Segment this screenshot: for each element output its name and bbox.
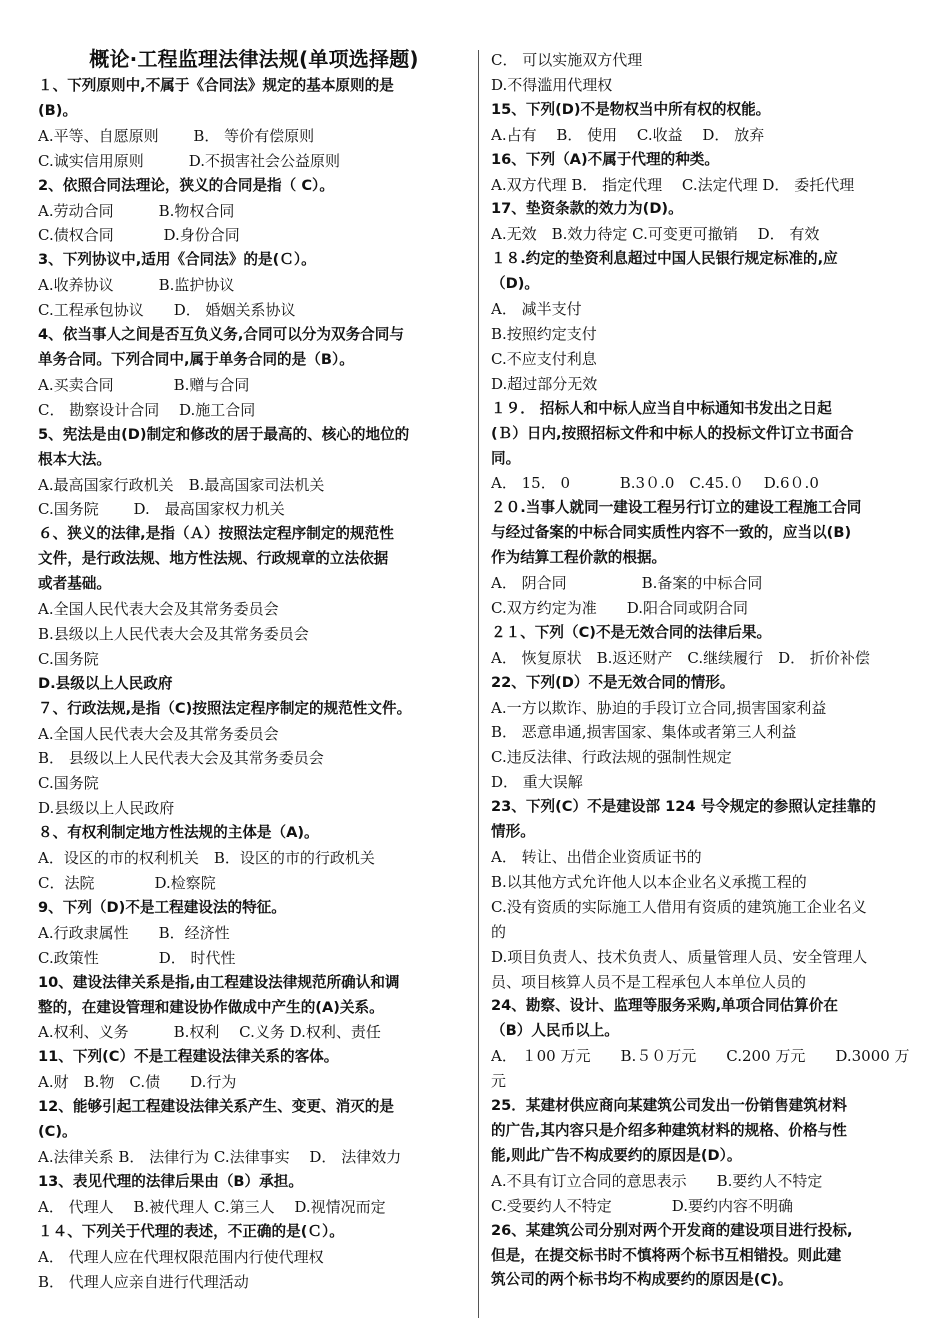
option-text: A． 代理人应在代理权限范围内行使代理权 — [38, 1247, 324, 1266]
option-text: A.买卖合同 B.赠与合同 — [38, 375, 250, 394]
option-text: C.不应支付利息 — [491, 349, 597, 368]
question-text: 同。 — [491, 449, 521, 467]
option-text: C．法院 D.检察院 — [38, 874, 216, 892]
question-text: 3、下列协议中,适用《合同法》的是(Ｃ）。 — [38, 251, 316, 269]
question-text: 10、建设法律关系是指,由工程建设法律规范所确认和调 — [38, 973, 400, 991]
option-text: D.不得滥用代理权 — [491, 75, 613, 94]
option-text: C.政策性 D． 时代性 — [38, 948, 236, 967]
question-text: 13、表见代理的法律后果由（B）承担。 — [38, 1172, 303, 1190]
question-text: １４、下列关于代理的表述，不正确的是(Ｃ）。 — [38, 1222, 344, 1240]
option-text: A．设区的市的权利机关 B．设区的市的行政机关 — [38, 849, 375, 868]
option-text: A.劳动合同 B.物权合同 — [38, 201, 235, 220]
option-text: C.国务院 — [38, 649, 99, 668]
option-text: D． 重大误解 — [491, 773, 583, 792]
option-text: A.占有 B． 使用 C.收益 D． 放弃 — [491, 125, 765, 144]
option-text: C． 可以实施双方代理 — [491, 51, 643, 69]
option-text: A.一方以欺诈、胁迫的手段订立合同,损害国家利益 — [491, 698, 827, 717]
option-text: B． 代理人应亲自进行代理活动 — [38, 1272, 249, 1291]
question-text: (C)。 — [38, 1123, 77, 1141]
option-text: A． １00 万元 B.５０万元 C.200 万元 D.3000 万 — [491, 1047, 910, 1066]
option-text: A． 减半支付 — [491, 300, 582, 319]
question-text: 9、下列（D)不是工程建设法的特征。 — [38, 898, 286, 916]
option-text: C.国务院 — [38, 774, 99, 793]
option-text: C.工程承包协议 D． 婚姻关系协议 — [38, 301, 296, 320]
option-text: A． 15． 0 B.3０.0 C.45.０ D.6０.0 — [491, 474, 819, 493]
question-text: 的广告,其内容只是介绍多种建筑材料的规格、价格与性 — [491, 1121, 847, 1139]
option-text: B.以其他方式允许他人以本企业名义承揽工程的 — [491, 872, 807, 891]
question-text: 15、下列(D)不是物权当中所有权的权能。 — [491, 100, 771, 118]
question-text: 11、下列(C）不是工程建设法律关系的客体。 — [38, 1048, 339, 1066]
left-column — [38, 44, 470, 1294]
option-text: A.行政隶属性 B．经济性 — [38, 923, 230, 942]
option-text: A.平等、自愿原则 B． 等价有偿原则 — [38, 126, 315, 145]
question-text: 26、某建筑公司分别对两个开发商的建设项目进行投标, — [491, 1221, 853, 1239]
option-text: C.双方约定为准 D.阳合同或阴合同 — [491, 598, 748, 617]
option-text: C.违反法律、行政法规的强制性规定 — [491, 748, 732, 767]
question-text: 单务合同。下列合同中,属于单务合同的是（B）。 — [38, 350, 354, 368]
option-text: C.受要约人不特定 D.要约内容不明确 — [491, 1196, 793, 1215]
question-text: 或者基础。 — [38, 575, 111, 593]
option-text: 的 — [491, 922, 507, 941]
question-text: 24、勘察、设计、监理等服务采购,单项合同估算价在 — [491, 997, 838, 1015]
option-text: C． 勘察设计合同 D.施工合同 — [38, 400, 256, 419]
question-text: ２１、下列（C)不是无效合同的法律后果。 — [491, 623, 772, 641]
option-text: A.法律关系 B． 法律行为 C.法律事实 D． 法律效力 — [38, 1147, 402, 1166]
option-text: D.县级以上人民政府 — [38, 799, 175, 818]
question-text: 5、宪法是由(D)制定和修改的居于最高的、核心的地位的 — [38, 425, 410, 443]
option-text: A.双方代理 B． 指定代理 C.法定代理 D． 委托代理 — [491, 175, 855, 194]
left-question-list — [38, 74, 470, 1294]
option-text: B． 恶意串通,损害国家、集体或者第三人利益 — [491, 723, 797, 742]
right-question-list — [491, 48, 919, 1293]
option-text: A． 阴合同 B.备案的中标合同 — [491, 574, 763, 593]
option-text: A． 恢复原状 B.返还财产 C.继续履行 D． 折价补偿 — [491, 648, 870, 667]
option-text: A.权利、义务 B.权利 C.义务 D.权利、责任 — [38, 1023, 381, 1042]
option-text: A.最高国家行政机关 B.最高国家司法机关 — [38, 475, 325, 494]
question-text: 17、垫资条款的效力为(D)。 — [491, 200, 683, 218]
question-text: １、下列原则中,不属于《合同法》规定的基本原则的是 — [38, 77, 394, 94]
question-text: １９． 招标人和中标人应当自中标通知书发出之日起 — [491, 399, 832, 417]
option-text: A.全国人民代表大会及其常务委员会 — [38, 724, 279, 743]
question-text: （B）人民币以上。 — [491, 1022, 619, 1040]
option-text: C.诚实信用原则 D.不损害社会公益原则 — [38, 151, 340, 170]
option-text: 员、项目核算人员不是工程承包人本单位人员的 — [491, 972, 807, 991]
question-text: (B)。 — [38, 101, 78, 119]
question-text: 情形。 — [491, 823, 535, 841]
question-text: 整的，在建设管理和建设协作做成中产生的(A)关系。 — [38, 998, 384, 1016]
option-text: A． 代理人 B.被代理人 C.第三人 D.视情况而定 — [38, 1197, 386, 1216]
option-text: A.收养协议 B.监护协议 — [38, 276, 235, 295]
question-text: 根本大法。 — [38, 450, 111, 468]
question-text: ２０.当事人就同一建设工程另行订立的建设工程施工合同 — [491, 499, 862, 517]
question-text: （D)。 — [491, 275, 539, 293]
option-text: C.国务院 D. 最高国家权力机关 — [38, 500, 285, 519]
question-text: ８、有权利制定地方性法规的主体是（A)。 — [38, 824, 319, 842]
question-text: 2、依照合同法理论，狭义的合同是指（ C）。 — [38, 176, 334, 194]
option-text: B.县级以上人民代表大会及其常务委员会 — [38, 624, 309, 643]
question-text: 16、下列（A)不属于代理的种类。 — [491, 150, 719, 168]
option-text: A.不具有订立合同的意思表示 B.要约人不特定 — [491, 1171, 823, 1190]
option-text: A.全国人民代表大会及其常务委员会 — [38, 600, 279, 619]
question-text: ６、狭义的法律,是指（Ａ）按照法定程序制定的规范性 — [38, 525, 394, 543]
question-text: 筑公司的两个标书均不构成要约的原因是(C)。 — [491, 1271, 793, 1289]
column-divider — [478, 50, 479, 1318]
question-text: 23、下列(C）不是建设部 124 号令规定的参照认定挂靠的 — [491, 798, 876, 816]
question-text: １８.约定的垫资利息超过中国人民银行规定标准的,应 — [491, 250, 838, 268]
question-text: (Ｂ）日内,按照招标文件和中标人的投标文件订立书面合 — [491, 424, 854, 442]
option-text: C.债权合同 D.身份合同 — [38, 226, 240, 245]
option-text: D.超过部分无效 — [491, 374, 598, 393]
option-text: D.项目负责人、技术负责人、质量管理人员、安全管理人 — [491, 947, 868, 966]
option-text: 元 — [491, 1072, 507, 1091]
option-text: B.按照约定支付 — [491, 324, 597, 343]
question-text: 能,则此广告不构成要约的原因是(D）。 — [491, 1146, 742, 1164]
option-text: B． 县级以上人民代表大会及其常务委员会 — [38, 749, 324, 768]
question-text: 4、依当事人之间是否互负义务,合同可以分为双务合同与 — [38, 326, 404, 344]
question-text: 12、能够引起工程建设法律关系产生、变更、消灭的是 — [38, 1098, 394, 1116]
question-text: 与经过备案的中标合同实质性内容不一致的，应当以(B) — [491, 524, 852, 542]
question-text: 22、下列(D）不是无效合同的情形。 — [491, 673, 735, 691]
option-text: A.无效 B.效力待定 C.可变更可撤销 D． 有效 — [491, 225, 820, 244]
document-title: 概论·工程监理法律法规(单项选择题) — [89, 47, 419, 71]
question-text: ７、行政法规,是指（C)按照法定程序制定的规范性文件。 — [38, 699, 412, 717]
question-text: 但是，在提交标书时不慎将两个标书互相错投。则此建 — [491, 1246, 842, 1264]
option-text: A． 转让、出借企业资质证书的 — [491, 848, 702, 866]
question-text: 文件，是行政法规、地方性法规、行政规章的立法依据 — [38, 550, 389, 568]
option-text: C.没有资质的实际施工人借用有资质的建筑施工企业名义 — [491, 897, 867, 916]
question-text: 作为结算工程价款的根据。 — [491, 549, 667, 567]
question-text: D.县级以上人民政府 — [38, 674, 173, 692]
question-text: 25．某建材供应商向某建筑公司发出一份销售建筑材料 — [491, 1097, 847, 1115]
option-text: A.财 B.物 C.债 D.行为 — [38, 1073, 237, 1092]
right-column — [491, 48, 919, 1293]
